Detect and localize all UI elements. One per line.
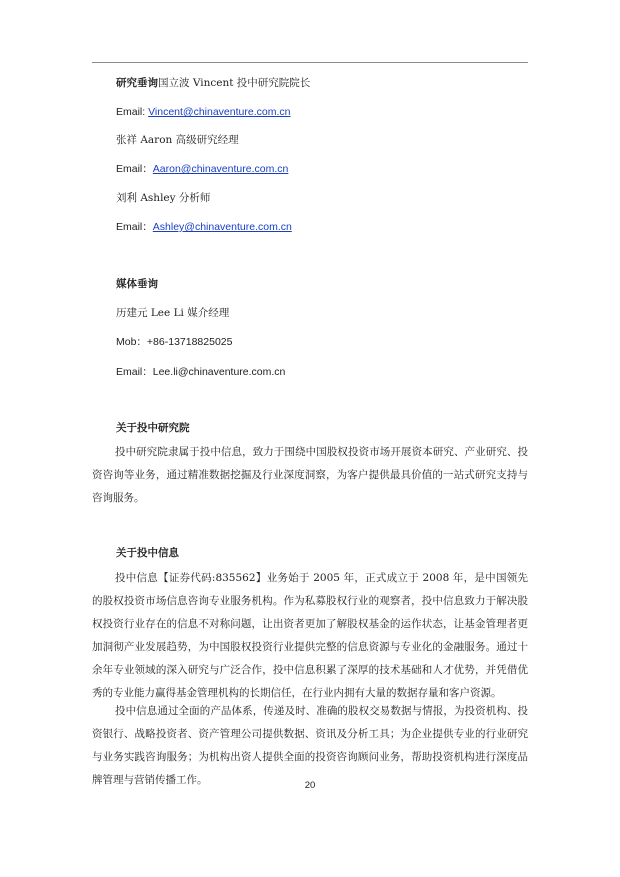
research-contact-heading: 研究垂询 [116, 77, 158, 89]
research-contact-person-1: 国立波 Vincent 投中研究院院长 [158, 77, 311, 89]
research-contact-person-3: 刘利 Ashley 分析师 [116, 192, 211, 204]
email-label: Email: [116, 106, 149, 118]
media-contact-person: 历建元 Lee Li 媒介经理 [116, 307, 230, 319]
about-info-paragraph-2: 投中信息通过全面的产品体系，传递及时、准确的股权交易数据与情报，为投资机构、投资银行、战略投资者、资产管理公司提供数据、资讯及分析工具；为企业提供专业的行业研究与业务实践咨询服务；为机构出资人提供全面的投资咨询顾问业务，帮助投资机构进行深度品牌管理与营销传播工作。 [92, 705, 528, 786]
email-label: Email： [116, 163, 153, 175]
email-link-vincent[interactable]: Vincent@chinaventure.com.cn [148, 106, 291, 118]
email-label: Email： [116, 221, 153, 233]
header-rule [92, 62, 528, 63]
media-contact-heading: 媒体垂询 [116, 278, 158, 290]
media-contact-mobile: Mob：+86-13718825025 [116, 336, 233, 348]
research-email-line-3 [116, 220, 292, 234]
email-link-aaron[interactable]: Aaron@chinaventure.com.cn [152, 163, 289, 175]
about-institute-heading: 关于投中研究院 [116, 422, 190, 434]
about-info-heading: 关于投中信息 [116, 547, 179, 559]
page-number: 20 [304, 780, 316, 791]
research-contact-line-1 [116, 76, 310, 90]
media-contact-email: Email：Lee.li@chinaventure.com.cn [116, 366, 286, 378]
research-email-line-1 [116, 105, 290, 119]
about-institute-paragraph: 投中研究院隶属于投中信息，致力于围绕中国股权投资市场开展资本研究、产业研究、投资咨询等业务，通过精准数据挖掘及行业深度洞察，为客户提供最具价值的一站式研究支持与咨询服务。 [92, 446, 528, 504]
research-contact-person-2: 张祥 Aaron 高级研究经理 [116, 134, 239, 146]
research-email-line-2 [116, 162, 288, 176]
email-link-ashley[interactable]: Ashley@chinaventure.com.cn [152, 221, 292, 233]
about-info-paragraph-1: 投中信息【证券代码:835562】业务始于 2005 年，正式成立于 2008 年，是中国领先的股权投资市场信息咨询专业服务机构。作为私募股权行业的观察者，投中信息致力于解决股权投资行业存在的信息不对称问题，让出资者更加了解股权基金的运作状态，让基金管理者更加洞彻产业发展趋势，为中国股权投资行业提供完整的信息资源与专业化的金融服务。通过十余年专业领域的深入研究与广泛合作，投中信息积累了深厚的技术基础和人才优势，并凭借优秀的专业能力赢得基金管理机构的长期信任，在行业内拥有大量的数据存量和客户资源。 [92, 572, 528, 699]
